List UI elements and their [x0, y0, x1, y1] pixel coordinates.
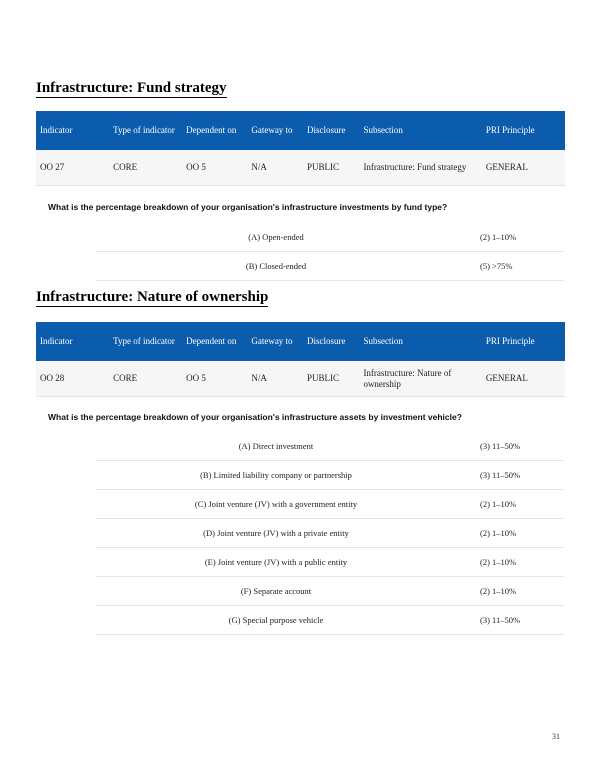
option-label: (A) Open-ended: [96, 223, 456, 252]
option-value: (2) 1–10%: [456, 577, 564, 606]
option-value: (2) 1–10%: [456, 223, 564, 252]
option-value: (3) 11–50%: [456, 432, 564, 461]
header-gateway-to: Gateway to: [247, 111, 303, 150]
indicator-header-row: [36, 111, 565, 150]
cell-subsection: Infrastructure: Fund strategy: [359, 150, 481, 186]
header-disclosure: Disclosure: [303, 322, 359, 361]
cell-gateway-to: N/A: [247, 361, 303, 397]
option-row: [96, 548, 564, 577]
header-indicator: Indicator: [36, 111, 109, 150]
cell-pri-principle: GENERAL: [482, 150, 565, 186]
indicator-data-row: [36, 361, 565, 397]
cell-pri-principle: GENERAL: [482, 361, 565, 397]
header-subsection: Subsection: [359, 322, 481, 361]
option-label: (B) Limited liability company or partnership: [96, 461, 456, 490]
header-pri-principle: PRI Principle: [482, 322, 565, 361]
cell-indicator: OO 28: [36, 361, 109, 397]
cell-indicator: OO 27: [36, 150, 109, 186]
header-disclosure: Disclosure: [303, 111, 359, 150]
option-value: (2) 1–10%: [456, 519, 564, 548]
header-gateway-to: Gateway to: [247, 322, 303, 361]
option-row: [96, 490, 564, 519]
option-value: (3) 11–50%: [456, 606, 564, 635]
cell-type: CORE: [109, 361, 182, 397]
cell-type: CORE: [109, 150, 182, 186]
section-title-nature-of-ownership: Infrastructure: Nature of ownership: [36, 289, 269, 305]
cell-disclosure: PUBLIC: [303, 150, 359, 186]
section-title-fund-strategy: Infrastructure: Fund strategy: [36, 80, 227, 96]
question-investment-vehicle: What is the percentage breakdown of your organisation's infrastructure assets by investment vehicle?: [48, 412, 462, 422]
cell-dependent-on: OO 5: [182, 361, 247, 397]
option-row: [96, 461, 564, 490]
option-row: [96, 606, 564, 635]
option-row: [96, 577, 564, 606]
header-dependent-on: Dependent on: [182, 322, 247, 361]
indicator-data-row: [36, 150, 565, 186]
option-row: [96, 252, 564, 281]
indicator-table-oo28: [36, 322, 565, 397]
cell-dependent-on: OO 5: [182, 150, 247, 186]
option-label: (A) Direct investment: [96, 432, 456, 461]
question-fund-type: What is the percentage breakdown of your organisation's infrastructure investments by fund type?: [48, 202, 448, 212]
option-label: (G) Special purpose vehicle: [96, 606, 456, 635]
cell-disclosure: PUBLIC: [303, 361, 359, 397]
option-label: (D) Joint venture (JV) with a private entity: [96, 519, 456, 548]
option-label: (C) Joint venture (JV) with a government entity: [96, 490, 456, 519]
option-value: (3) 11–50%: [456, 461, 564, 490]
header-indicator: Indicator: [36, 322, 109, 361]
option-label: (E) Joint venture (JV) with a public entity: [96, 548, 456, 577]
header-type-of-indicator: Type of indicator: [109, 322, 182, 361]
header-pri-principle: PRI Principle: [482, 111, 565, 150]
cell-subsection: Infrastructure: Nature of ownership: [359, 361, 481, 397]
cell-gateway-to: N/A: [247, 150, 303, 186]
header-dependent-on: Dependent on: [182, 111, 247, 150]
header-subsection: Subsection: [359, 111, 481, 150]
option-value: (2) 1–10%: [456, 490, 564, 519]
option-row: [96, 223, 564, 252]
option-value: (2) 1–10%: [456, 548, 564, 577]
indicator-table-oo27: [36, 111, 565, 186]
option-label: (F) Separate account: [96, 577, 456, 606]
option-row: [96, 519, 564, 548]
option-value: (5) >75%: [456, 252, 564, 281]
options-table-fund-type: [96, 223, 564, 281]
page-number: 31: [552, 732, 560, 741]
header-type-of-indicator: Type of indicator: [109, 111, 182, 150]
options-table-investment-vehicle: [96, 432, 564, 635]
option-label: (B) Closed-ended: [96, 252, 456, 281]
option-row: [96, 432, 564, 461]
indicator-header-row: [36, 322, 565, 361]
